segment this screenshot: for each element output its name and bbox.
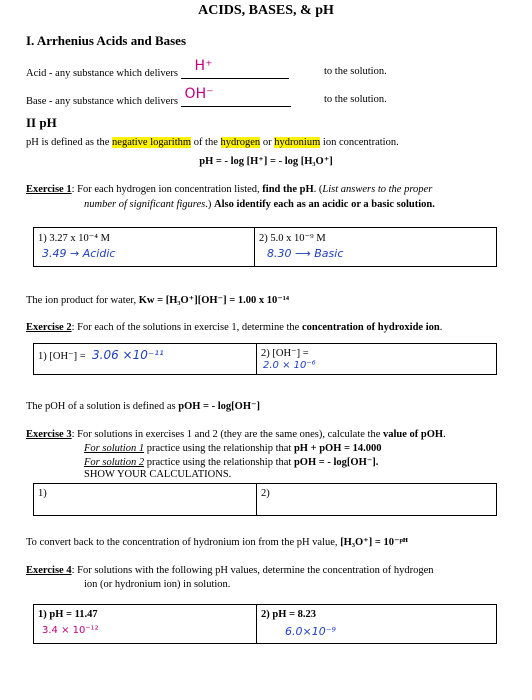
poh-formula: pOH = - log[OH⁻] (178, 401, 261, 412)
exercise-2-instructions: Exercise 2: For each of the solutions in exercise 1, determine the concentration of hydroxide ion. (26, 322, 443, 333)
poh-text: The pOH of a solution is defined as (26, 401, 176, 412)
highlight-negative-logarithm: negative logarithm (112, 137, 192, 148)
exercise-1-text: . ( (313, 184, 323, 195)
exercise-1-text: : For each hydrogen ion concentration listed, (71, 184, 260, 195)
acid-tail: to the solution. (324, 66, 387, 77)
exercise-3-instructions: Exercise 3: For solutions in exercises 1 and 2 (they are the same ones), calculate the value of pOH. (26, 429, 446, 440)
page-title: ACIDS, BASES, & pH (198, 3, 334, 18)
exercise-3-label: Exercise 3 (26, 429, 72, 440)
exercise-3-cell-2-label: 2) (261, 488, 270, 499)
solution-2-label: For solution 2 (84, 457, 145, 468)
acid-definition (26, 58, 289, 79)
exercise-4-answer-box (33, 604, 497, 644)
exercise-3-cell-1-label: 1) (38, 488, 47, 499)
base-blank[interactable] (181, 86, 291, 107)
ph-def-text: ion concentration. (322, 137, 399, 148)
exercise-2-answer-box (33, 343, 497, 375)
exercise-1-cell-2-label: 2) 5.0 x 10⁻⁹ M (259, 233, 326, 244)
acid-blank[interactable] (181, 58, 289, 79)
exercise-2-cell-1-answer: 3.06 ×10⁻¹¹ (92, 348, 164, 362)
acid-answer: H⁺ (194, 58, 213, 74)
exercise-1-instructions (26, 184, 432, 195)
ph-poh-relation: pH + pOH = 14.000 (293, 443, 382, 454)
section-1-heading: I. Arrhenius Acids and Bases (26, 33, 187, 48)
convert-line (26, 536, 408, 548)
exercise-1-italic-2: number of significant figures (84, 199, 206, 210)
highlight-hydronium: hydronium (274, 137, 321, 148)
exercise-4-instructions-2: ion (or hydronium ion) in solution. (84, 579, 231, 590)
ph-formula: pH = - log [H⁺] = - log [H₃O⁺] (199, 156, 333, 167)
convert-formula: [H₃O⁺] = 10⁻ᵖᴴ (340, 537, 408, 548)
exercise-4-cell-1-label: 1) pH = 11.47 (38, 609, 98, 620)
exercise-4-cell-1-answer: 3.4 × 10⁻¹² (42, 625, 99, 636)
ion-product-line (26, 294, 289, 306)
kw-formula: Kw = [H₃O⁺][OH⁻] = 1.00 x 10⁻¹⁴ (138, 295, 290, 306)
ph-def-text: of the (193, 137, 218, 148)
exercise-2-cell-2[interactable] (256, 344, 496, 374)
exercise-2-cell-2-label: 2) [OH⁻] = (261, 348, 309, 359)
exercise-1-instructions-2 (84, 199, 435, 210)
exercise-3-cell-2[interactable] (256, 484, 496, 515)
base-text: Base - any substance which delivers (26, 96, 178, 107)
exercise-1-cell-1[interactable] (34, 228, 254, 266)
highlight-hydrogen: hydrogen (220, 137, 261, 148)
exercise-2-bold: concentration of hydroxide ion (301, 322, 440, 333)
exercise-2-cell-1-label: 1) [OH⁻] = (38, 351, 86, 362)
exercise-3-answer-box (33, 483, 497, 516)
exercise-1-text: .) (205, 199, 212, 210)
exercise-4-cell-1[interactable] (34, 605, 256, 643)
exercise-1-bold-2: Also identify each as an acidic or a basic solution. (213, 199, 435, 210)
convert-text: To convert back to the concentration of hydronium ion from the pH value, (26, 537, 338, 548)
exercise-1-label: Exercise 1 (26, 184, 72, 195)
exercise-3-line-2-text: practice using the relationship that (146, 443, 292, 454)
exercise-3-line-2 (84, 443, 382, 454)
section-2-heading: II pH (26, 115, 57, 130)
exercise-2-label: Exercise 2 (26, 322, 72, 333)
exercise-3-line-3 (84, 456, 378, 468)
solution-1-label: For solution 1 (84, 443, 145, 454)
exercise-4-cell-2[interactable] (256, 605, 496, 643)
exercise-1-cell-1-label: 1) 3.27 x 10⁻⁴ M (38, 233, 110, 244)
exercise-4-text: : For solutions with the following pH values, determine the concentration of hydrogen (71, 565, 434, 576)
exercise-1-answer-box (33, 227, 497, 267)
ion-product-text: The ion product for water, (26, 295, 137, 306)
exercise-1-cell-1-answer: 3.49 → Acidic (42, 247, 116, 260)
ph-definition (26, 137, 399, 148)
poh-definition (26, 400, 260, 412)
exercise-3-cell-1[interactable] (34, 484, 256, 515)
exercise-1-cell-2-answer: 8.30 ⟶ Basic (267, 247, 344, 260)
exercise-3-line-3-text: practice using the relationship that (146, 457, 292, 468)
exercise-4-cell-2-answer: 6.0×10⁻⁹ (285, 625, 336, 638)
exercise-4-label: Exercise 4 (26, 565, 72, 576)
base-answer: OH⁻ (184, 86, 214, 102)
exercise-3-text: : For solutions in exercises 1 and 2 (they are the same ones), calculate the (71, 429, 381, 440)
exercise-1-cell-2[interactable] (254, 228, 496, 266)
exercise-2-cell-2-answer: 2.0 × 10⁻⁶ (263, 360, 316, 371)
exercise-3-bold: value of pOH (383, 429, 444, 440)
exercise-1-bold: find the pH (262, 184, 314, 195)
show-calculations: SHOW YOUR CALCULATIONS. (84, 469, 232, 480)
exercise-4-instructions (26, 565, 433, 576)
ph-def-text: or (262, 137, 272, 148)
ph-def-text: pH is defined as the (26, 137, 110, 148)
exercise-2-text: : For each of the solutions in exercise 1, determine the (71, 322, 300, 333)
exercise-2-cell-1[interactable] (34, 344, 256, 374)
exercise-4-cell-2-label: 2) pH = 8.23 (261, 609, 316, 620)
acid-text: Acid - any substance which delivers (26, 68, 178, 79)
base-definition (26, 86, 291, 107)
base-tail: to the solution. (324, 94, 387, 105)
exercise-1-italic: List answers to the proper (322, 184, 433, 195)
poh-relation: pOH = - log[OH⁻]. (293, 457, 379, 468)
